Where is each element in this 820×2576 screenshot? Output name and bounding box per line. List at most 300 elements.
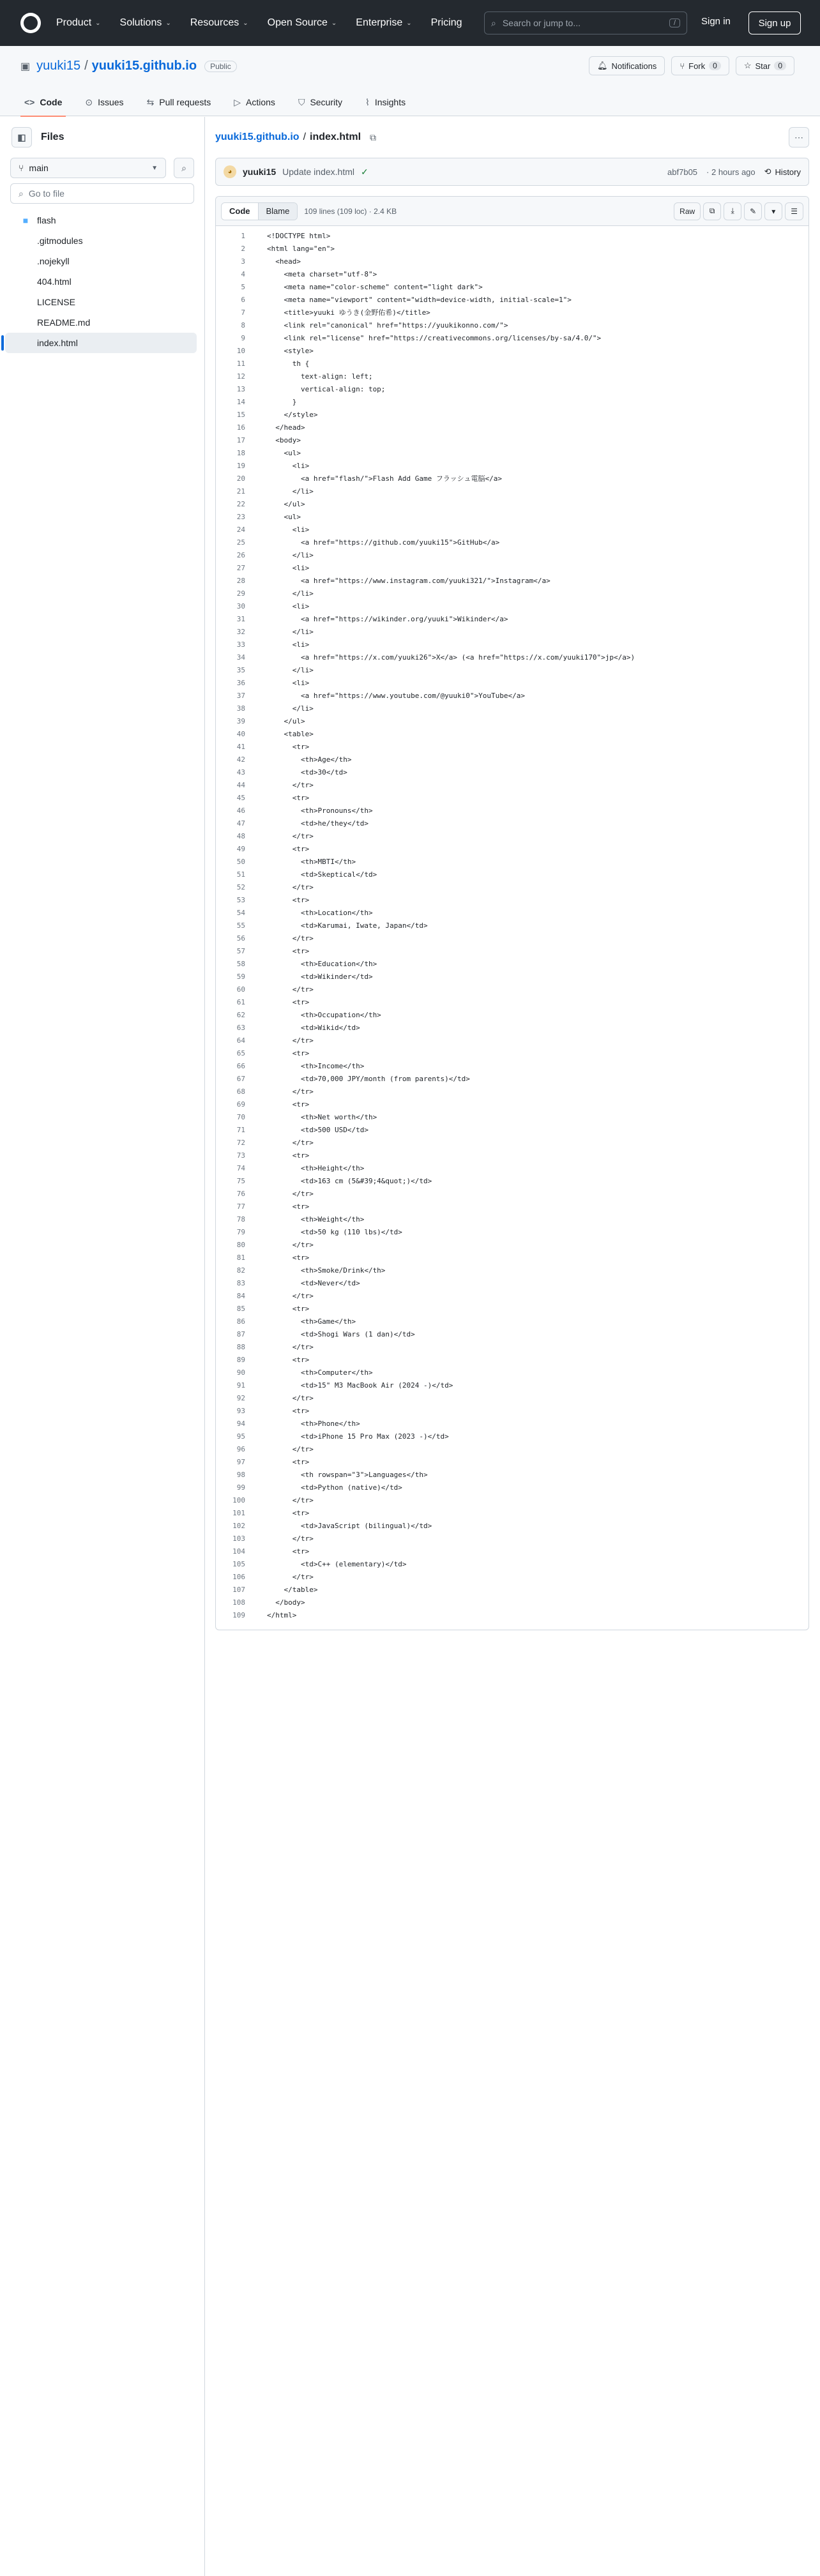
code-line: [216, 268, 809, 281]
line-number[interactable]: 77: [236, 1202, 245, 1211]
code-line: [216, 1277, 809, 1290]
line-number[interactable]: 84: [236, 1292, 245, 1300]
avatar[interactable]: ◕: [224, 165, 236, 178]
nav-item-solutions[interactable]: [120, 17, 171, 29]
chevron-down-icon: ⌄: [165, 19, 171, 27]
line-number[interactable]: 39: [236, 717, 245, 725]
code-icon: <>: [24, 97, 35, 107]
code-line: [216, 881, 809, 894]
line-content: <ul>: [267, 513, 301, 521]
code-line: [216, 434, 809, 447]
line-number[interactable]: 21: [236, 487, 245, 496]
nav-item-pricing[interactable]: [431, 17, 462, 29]
branch-selector[interactable]: [10, 158, 166, 178]
blame-tab[interactable]: Blame: [259, 203, 298, 220]
line-content: <a href="https://www.youtube.com/@yuuki0">YouTube</a>: [267, 692, 525, 700]
go-to-file-input[interactable]: [10, 183, 194, 204]
line-number[interactable]: 65: [236, 1049, 245, 1057]
line-number[interactable]: 101: [232, 1509, 245, 1517]
code-line: [216, 639, 809, 651]
code-line: [216, 600, 809, 613]
go-to-file-placeholder: Go to file: [28, 188, 65, 199]
line-number[interactable]: 33: [236, 640, 245, 649]
line-number[interactable]: 44: [236, 781, 245, 789]
line-number[interactable]: 32: [236, 628, 245, 636]
line-content: <th>Net worth</th>: [267, 1113, 377, 1121]
repo-name-link[interactable]: yuuki15.github.io: [91, 59, 197, 73]
line-number[interactable]: 36: [236, 679, 245, 687]
tab-issues[interactable]: [81, 88, 127, 116]
line-number[interactable]: 98: [236, 1471, 245, 1479]
line-number[interactable]: 53: [236, 896, 245, 904]
line-content: <td>Shogi Wars (1 dan)</td>: [267, 1330, 415, 1338]
file-tools: [674, 202, 803, 220]
history-icon: ⟲: [764, 167, 771, 176]
code-line: [216, 1111, 809, 1124]
file-tree-item[interactable]: [5, 210, 197, 231]
repo-tabs: [20, 88, 409, 116]
line-number[interactable]: 95: [236, 1432, 245, 1441]
line-number[interactable]: 51: [236, 870, 245, 879]
line-number[interactable]: 17: [236, 436, 245, 444]
line-number[interactable]: 67: [236, 1075, 245, 1083]
line-content: <th>Weight</th>: [267, 1215, 365, 1224]
more-options-icon[interactable]: ⋯: [789, 127, 809, 148]
line-content: </tr>: [267, 832, 314, 840]
tab-label: Issues: [98, 97, 124, 107]
line-content: <tr>: [267, 1509, 310, 1517]
line-content: <td>Wikid</td>: [267, 1024, 360, 1032]
tab-insights[interactable]: [361, 88, 409, 116]
line-number[interactable]: 73: [236, 1151, 245, 1160]
line-content: <td>163 cm (5&#39;4&quot;)</td>: [267, 1177, 432, 1185]
code-line: [216, 358, 809, 370]
code-line: [216, 805, 809, 817]
file-tree-item[interactable]: [5, 231, 197, 251]
line-number[interactable]: 16: [236, 423, 245, 432]
code-line: [216, 230, 809, 243]
line-content: <tr>: [267, 1407, 310, 1415]
code-line: [216, 843, 809, 856]
file-name: LICENSE: [37, 297, 75, 307]
copy-path-icon[interactable]: ⧉: [370, 132, 377, 142]
line-content: <a href="https://wikinder.org/yuuki">Wikinder</a>: [267, 615, 508, 623]
file-tree-item[interactable]: [5, 251, 197, 271]
line-number[interactable]: 108: [232, 1598, 245, 1607]
line-content: </li>: [267, 589, 314, 598]
line-number[interactable]: 74: [236, 1164, 245, 1172]
line-content: <tr>: [267, 1458, 310, 1466]
tab-pull-requests[interactable]: [143, 88, 215, 116]
line-number[interactable]: 85: [236, 1305, 245, 1313]
code-line: [216, 498, 809, 511]
code-line: [216, 1341, 809, 1354]
nav-item-resources[interactable]: [190, 17, 248, 29]
line-number[interactable]: 103: [232, 1534, 245, 1543]
code-line: [216, 1392, 809, 1405]
line-number[interactable]: 104: [232, 1547, 245, 1556]
code-line: [216, 1469, 809, 1481]
line-content: <li>: [267, 602, 310, 610]
line-number[interactable]: 23: [236, 513, 245, 521]
copy-icon[interactable]: ⧉: [703, 202, 721, 220]
commit-author[interactable]: yuuki15: [243, 167, 277, 177]
line-content: <td>iPhone 15 Pro Max (2023 -)</td>: [267, 1432, 449, 1441]
line-number[interactable]: 14: [236, 398, 245, 406]
line-number[interactable]: 107: [232, 1586, 245, 1594]
line-content: </head>: [267, 423, 305, 432]
line-content: <th>Occupation</th>: [267, 1011, 381, 1019]
nav-item-label: Product: [56, 17, 92, 28]
line-content: <style>: [267, 347, 314, 355]
line-number[interactable]: 8: [241, 321, 245, 330]
security-icon: ⛉: [298, 96, 305, 107]
code-line: [216, 1264, 809, 1277]
line-number[interactable]: 19: [236, 462, 245, 470]
line-number[interactable]: 106: [232, 1573, 245, 1581]
line-content: <meta name="color-scheme" content="light dark">: [267, 283, 483, 291]
line-number[interactable]: 61: [236, 998, 245, 1006]
code-line: [216, 932, 809, 945]
line-number[interactable]: 70: [236, 1113, 245, 1121]
line-number[interactable]: 91: [236, 1381, 245, 1390]
code-line: [216, 562, 809, 575]
code-line: [216, 421, 809, 434]
file-name: 404.html: [37, 277, 72, 287]
line-number[interactable]: 27: [236, 564, 245, 572]
line-content: <table>: [267, 730, 314, 738]
line-number[interactable]: 30: [236, 602, 245, 610]
branch-name: main: [29, 163, 49, 173]
line-number[interactable]: 43: [236, 768, 245, 777]
line-number[interactable]: 60: [236, 985, 245, 994]
file-tree-item[interactable]: [5, 333, 197, 353]
line-content: th {: [267, 360, 310, 368]
line-number[interactable]: 49: [236, 845, 245, 853]
line-number[interactable]: 76: [236, 1190, 245, 1198]
line-number[interactable]: 26: [236, 551, 245, 559]
search-icon: ⌕: [19, 188, 24, 199]
line-number[interactable]: 41: [236, 743, 245, 751]
star-button[interactable]: [736, 56, 794, 75]
search-input[interactable]: [484, 11, 687, 34]
sign-up-button[interactable]: Sign up: [748, 11, 801, 34]
actions-icon: ▷: [234, 96, 241, 107]
line-content: <meta charset="utf-8">: [267, 270, 377, 278]
line-number[interactable]: 20: [236, 474, 245, 483]
code-line: [216, 1009, 809, 1022]
line-number[interactable]: 56: [236, 934, 245, 943]
code-lines: [216, 226, 809, 1622]
code-line: [216, 1149, 809, 1162]
line-number[interactable]: 34: [236, 653, 245, 662]
code-line: [216, 1558, 809, 1571]
repo-separator: /: [84, 59, 88, 73]
code-line: [216, 817, 809, 830]
nav-item-product[interactable]: [56, 17, 101, 29]
line-content: vertical-align: top;: [267, 385, 386, 393]
line-content: <th>Phone</th>: [267, 1420, 360, 1428]
line-number[interactable]: 9: [241, 334, 245, 342]
latest-commit-bar: [215, 158, 809, 186]
code-line: [216, 958, 809, 971]
code-line: [216, 741, 809, 754]
symbols-panel-icon[interactable]: ☰: [785, 202, 803, 220]
line-content: </tr>: [267, 934, 314, 943]
line-number[interactable]: 64: [236, 1036, 245, 1045]
line-number[interactable]: 1: [241, 232, 245, 240]
code-line: [216, 868, 809, 881]
line-number[interactable]: 55: [236, 921, 245, 930]
star-icon: ☆: [743, 61, 752, 70]
folder-icon: ■: [22, 215, 29, 225]
line-number[interactable]: 35: [236, 666, 245, 674]
nav-item-label: Solutions: [119, 17, 162, 28]
file-tree-item[interactable]: [5, 271, 197, 292]
line-content: <a href="https://www.instagram.com/yuuki321/">Instagram</a>: [267, 577, 550, 585]
code-line: [216, 766, 809, 779]
nav-item-label: Pricing: [430, 17, 462, 28]
line-number[interactable]: 96: [236, 1445, 245, 1453]
tab-label: Insights: [374, 97, 406, 107]
code-line: [216, 549, 809, 562]
line-number[interactable]: 10: [236, 347, 245, 355]
code-line: [216, 1367, 809, 1379]
tab-actions[interactable]: [230, 88, 279, 116]
line-content: <td>500 USD</td>: [267, 1126, 368, 1134]
line-number[interactable]: 59: [236, 973, 245, 981]
nav-item-open-source[interactable]: [268, 17, 337, 29]
code-line: [216, 332, 809, 345]
line-number[interactable]: 69: [236, 1100, 245, 1109]
line-content: </tr>: [267, 1190, 314, 1198]
line-number[interactable]: 4: [241, 270, 245, 278]
tab-security[interactable]: [294, 88, 346, 116]
code-line: [216, 894, 809, 907]
line-number[interactable]: 100: [232, 1496, 245, 1504]
line-content: <th>Computer</th>: [267, 1368, 373, 1377]
download-icon[interactable]: ⤓: [724, 202, 741, 220]
line-number[interactable]: 25: [236, 538, 245, 547]
line-content: <th>Income</th>: [267, 1062, 365, 1070]
line-content: <meta name="viewport" content="width=device-width, initial-scale=1">: [267, 296, 572, 304]
line-content: <td>Python (native)</td>: [267, 1483, 402, 1492]
pull-requests-icon: ⇆: [146, 96, 155, 107]
chevron-down-icon: ⌄: [95, 19, 101, 27]
line-number[interactable]: 72: [236, 1139, 245, 1147]
code-line: [216, 319, 809, 332]
sign-in-link[interactable]: Sign in: [701, 16, 731, 27]
line-number[interactable]: 80: [236, 1241, 245, 1249]
line-number[interactable]: 5: [241, 283, 245, 291]
line-number[interactable]: 52: [236, 883, 245, 891]
code-line: [216, 536, 809, 549]
line-number[interactable]: 86: [236, 1317, 245, 1326]
line-content: <td>he/they</td>: [267, 819, 368, 828]
line-number[interactable]: 78: [236, 1215, 245, 1224]
line-number[interactable]: 62: [236, 1011, 245, 1019]
check-icon[interactable]: ✓: [360, 166, 368, 177]
line-number[interactable]: 13: [236, 385, 245, 393]
top-nav: [0, 0, 820, 46]
line-content: </tr>: [267, 1292, 314, 1300]
line-content: <tr>: [267, 998, 310, 1006]
line-number[interactable]: 105: [232, 1560, 245, 1568]
search-files-icon[interactable]: ⌕: [174, 158, 194, 178]
star-label: Star: [755, 61, 771, 71]
line-number[interactable]: 6: [241, 296, 245, 304]
line-number[interactable]: 90: [236, 1368, 245, 1377]
line-number[interactable]: 99: [236, 1483, 245, 1492]
breadcrumb-repo-link[interactable]: yuuki15.github.io: [215, 132, 300, 142]
code-line: [216, 447, 809, 460]
line-number[interactable]: 71: [236, 1126, 245, 1134]
line-number[interactable]: 45: [236, 794, 245, 802]
line-number[interactable]: 97: [236, 1458, 245, 1466]
fork-button[interactable]: [671, 56, 729, 75]
line-number[interactable]: 54: [236, 909, 245, 917]
code-line: [216, 907, 809, 920]
code-line: [216, 281, 809, 294]
line-number[interactable]: 92: [236, 1394, 245, 1402]
line-number[interactable]: 2: [241, 245, 245, 253]
code-line: [216, 856, 809, 868]
line-number[interactable]: 11: [236, 360, 245, 368]
code-line: [216, 1405, 809, 1418]
line-number[interactable]: 28: [236, 577, 245, 585]
commit-message[interactable]: Update index.html: [282, 167, 354, 177]
code-line: [216, 396, 809, 409]
tab-code[interactable]: [20, 88, 66, 116]
code-tab[interactable]: Code: [222, 203, 259, 220]
line-number[interactable]: 57: [236, 947, 245, 955]
code-line: [216, 307, 809, 319]
line-number[interactable]: 63: [236, 1024, 245, 1032]
repo-owner-link[interactable]: yuuki15: [36, 59, 81, 73]
code-line: [216, 728, 809, 741]
line-number[interactable]: 38: [236, 704, 245, 713]
line-number[interactable]: 31: [236, 615, 245, 623]
repo-actions: [589, 56, 794, 75]
search-icon: ⌕: [491, 17, 496, 28]
line-content: </table>: [267, 1586, 318, 1594]
file-info: 109 lines (109 loc) · 2.4 KB: [304, 206, 397, 216]
line-content: <title>yuuki ゆうき(金野佑希)</title>: [267, 308, 430, 317]
code-viewer: [215, 196, 809, 1630]
line-content: <li>: [267, 462, 310, 470]
line-number[interactable]: 83: [236, 1279, 245, 1287]
code-line: [216, 1494, 809, 1507]
line-number[interactable]: 29: [236, 589, 245, 598]
line-content: <ul>: [267, 449, 301, 457]
notifications-button[interactable]: [589, 56, 665, 75]
line-content: text-align: left;: [267, 372, 373, 381]
line-number[interactable]: 18: [236, 449, 245, 457]
line-number[interactable]: 82: [236, 1266, 245, 1275]
star-count: 0: [774, 61, 786, 70]
line-content: <td>Never</td>: [267, 1279, 360, 1287]
line-number[interactable]: 81: [236, 1254, 245, 1262]
code-line: [216, 255, 809, 268]
commit-sha[interactable]: abf7b05: [667, 167, 698, 177]
line-number[interactable]: 48: [236, 832, 245, 840]
notifications-label: Notifications: [611, 61, 657, 71]
line-number[interactable]: 89: [236, 1356, 245, 1364]
line-content: <th>Smoke/Drink</th>: [267, 1266, 386, 1275]
line-content: <td>30</td>: [267, 768, 347, 777]
code-line: [216, 1034, 809, 1047]
collapse-sidebar-icon[interactable]: ◧: [11, 127, 32, 148]
line-content: <td>15" M3 MacBook Air (2024 -)</td>: [267, 1381, 453, 1390]
line-content: <th>Age</th>: [267, 755, 352, 764]
nav-item-label: Resources: [190, 17, 239, 28]
line-number[interactable]: 79: [236, 1228, 245, 1236]
edit-icon[interactable]: ✎: [744, 202, 762, 220]
line-number[interactable]: 37: [236, 692, 245, 700]
line-number[interactable]: 58: [236, 960, 245, 968]
line-content: </tr>: [267, 1036, 314, 1045]
line-number[interactable]: 3: [241, 257, 245, 266]
code-line: [216, 485, 809, 498]
line-content: <tr>: [267, 1049, 310, 1057]
file-tree-item[interactable]: [5, 292, 197, 312]
code-line: [216, 1022, 809, 1034]
line-number[interactable]: 7: [241, 308, 245, 317]
code-line: [216, 409, 809, 421]
line-number[interactable]: 22: [236, 500, 245, 508]
line-number[interactable]: 66: [236, 1062, 245, 1070]
tab-label: Code: [40, 97, 63, 107]
line-content: <th>Pronouns</th>: [267, 807, 373, 815]
line-number[interactable]: 47: [236, 819, 245, 828]
line-content: </body>: [267, 1598, 305, 1607]
github-logo-icon[interactable]: [20, 13, 41, 33]
fork-label: Fork: [688, 61, 706, 71]
history-button[interactable]: [764, 167, 801, 177]
line-content: </li>: [267, 551, 314, 559]
line-number[interactable]: 94: [236, 1420, 245, 1428]
line-number[interactable]: 40: [236, 730, 245, 738]
line-number[interactable]: 88: [236, 1343, 245, 1351]
line-number[interactable]: 24: [236, 526, 245, 534]
line-number[interactable]: 109: [232, 1611, 245, 1619]
file-tree-sidebar: [0, 117, 205, 2576]
raw-button[interactable]: Raw: [674, 202, 701, 220]
line-number[interactable]: 15: [236, 411, 245, 419]
file-tree-item[interactable]: [5, 312, 197, 333]
file-name: index.html: [37, 338, 78, 348]
line-number[interactable]: 75: [236, 1177, 245, 1185]
line-number[interactable]: 42: [236, 755, 245, 764]
code-line: [216, 1328, 809, 1341]
line-number[interactable]: 68: [236, 1087, 245, 1096]
line-number[interactable]: 46: [236, 807, 245, 815]
line-number[interactable]: 50: [236, 858, 245, 866]
chevron-down-icon[interactable]: ▾: [764, 202, 782, 220]
nav-item-enterprise[interactable]: [356, 17, 411, 29]
line-number[interactable]: 93: [236, 1407, 245, 1415]
line-number[interactable]: 12: [236, 372, 245, 381]
code-line: [216, 1239, 809, 1252]
line-content: <li>: [267, 640, 310, 649]
code-line: [216, 473, 809, 485]
line-number[interactable]: 102: [232, 1522, 245, 1530]
code-line: [216, 1481, 809, 1494]
line-number[interactable]: 87: [236, 1330, 245, 1338]
line-content: <li>: [267, 564, 310, 572]
code-line: [216, 243, 809, 255]
tab-label: Actions: [246, 97, 275, 107]
